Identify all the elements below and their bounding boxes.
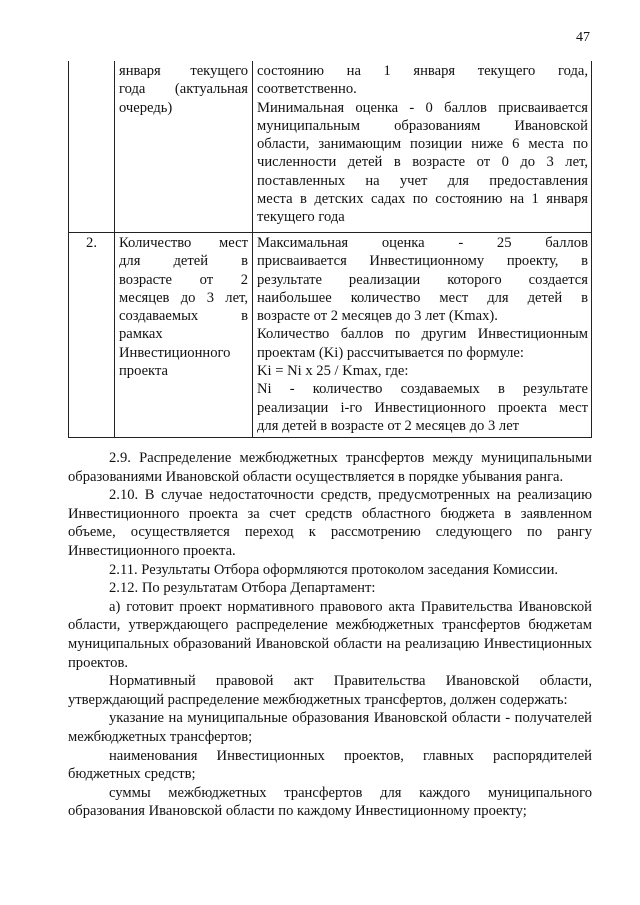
list-item-amounts: суммы межбюджетных трансфертов для каждого муниципального образования Ивановской области по каждому Инвестиционному проекту; (68, 784, 592, 820)
paragraph-2-10: 2.10. В случае недостаточности средств, предусмотренных на реализацию Инвестиционного проекта за счет средств областного бюджета в заявленном объеме, осуществляется переход к рассмотрению следующего по рангу Инвестиционного проекта. (68, 487, 592, 559)
criterion-line: Инвестиционного (119, 344, 231, 361)
paragraph-2-11: 2.11. Результаты Отбора оформляются протоколом заседания Комиссии. (109, 561, 559, 578)
description-line: муниципальным образованиям Ивановской (257, 117, 588, 134)
criterion-line: возрасте от 2 (119, 271, 248, 288)
body-text (68, 449, 592, 821)
list-item-projects: наименования Инвестиционных проектов, главных распорядителей бюджетных средств; (68, 747, 592, 783)
page-number: 47 (576, 30, 590, 45)
description-line: соответственно. (257, 81, 357, 98)
row-number (69, 61, 115, 233)
description-line: Минимальная оценка - 0 баллов присваивается (257, 99, 588, 116)
paragraph-2-9: 2.9. Распределение межбюджетных трансфертов между муниципальными образованиями Ивановской области осуществляется в порядке убывания ранга. (68, 450, 592, 485)
description-line: Ni - количество создаваемых в результате (257, 381, 588, 398)
description-line: для детей в возрасте от 2 месяцев до 3 лет (257, 417, 520, 434)
paragraph-normative-act: Нормативный правовой акт Правительства Ивановской области, утверждающий распределение межбюджетных трансфертов, должен содержать: (68, 673, 592, 708)
description-line: Количество баллов по другим Инвестиционным (257, 326, 588, 343)
criterion-cell (115, 61, 253, 233)
criterion-line: месяцев до 3 лет, (119, 289, 248, 306)
paragraph-a: а) готовит проект нормативного правового акта Правительства Ивановской области, утверждающего распределение межбюджетных трансфертов бюджетам муниципальных образований Ивановской области на реализацию Инвестиционных проектов. (68, 598, 592, 671)
description-line: наибольшее количество мест для детей в (257, 289, 588, 306)
criterion-line: января текущего (119, 63, 248, 79)
criterion-line: Количество мест (119, 235, 248, 251)
description-line: области, занимающим позиции ниже 6 места по (257, 136, 588, 153)
criterion-line: года (актуальная (119, 81, 248, 98)
description-line: численности детей в возрасте от 0 до 3 лет, (257, 154, 588, 171)
description-cell (253, 61, 592, 233)
criteria-table (68, 61, 592, 438)
criterion-line: для детей в (119, 253, 248, 270)
criterion-line: создаваемых в (119, 308, 248, 325)
criterion-line: рамках (119, 326, 163, 343)
criterion-cell (115, 233, 253, 438)
row-number: 2. (69, 233, 115, 438)
paragraph-2-12: 2.12. По результатам Отбора Департамент: (109, 580, 376, 597)
list-item-recipients: указание на муниципальные образования Ивановской области - получателей межбюджетных трансфертов; (68, 710, 592, 745)
description-line: места в детских садах по состоянию на 1 января (257, 191, 588, 208)
description-line: состоянию на 1 января текущего года, (257, 63, 588, 79)
description-line: текущего года (257, 209, 345, 226)
description-line: реализации i-го Инвестиционного проекта мест (257, 399, 588, 416)
description-line: Ki = Ni x 25 / Kmax, где: (257, 363, 409, 380)
description-line: Максимальная оценка - 25 баллов (257, 235, 588, 251)
description-line: присваивается Инвестиционному проекту, в (257, 253, 588, 270)
description-line: поставленных на учет для предоставления (257, 172, 588, 189)
table-row (69, 233, 592, 438)
description-cell (253, 233, 592, 438)
description-line: результате реализации которого создается (257, 271, 588, 288)
description-line: проектам (Ki) рассчитывается по формуле: (257, 344, 524, 361)
criterion-line: очередь) (119, 99, 173, 116)
table-row (69, 61, 592, 233)
description-line: возрасте от 2 месяцев до 3 лет (Kmax). (257, 308, 498, 325)
criterion-line: проекта (119, 363, 168, 380)
